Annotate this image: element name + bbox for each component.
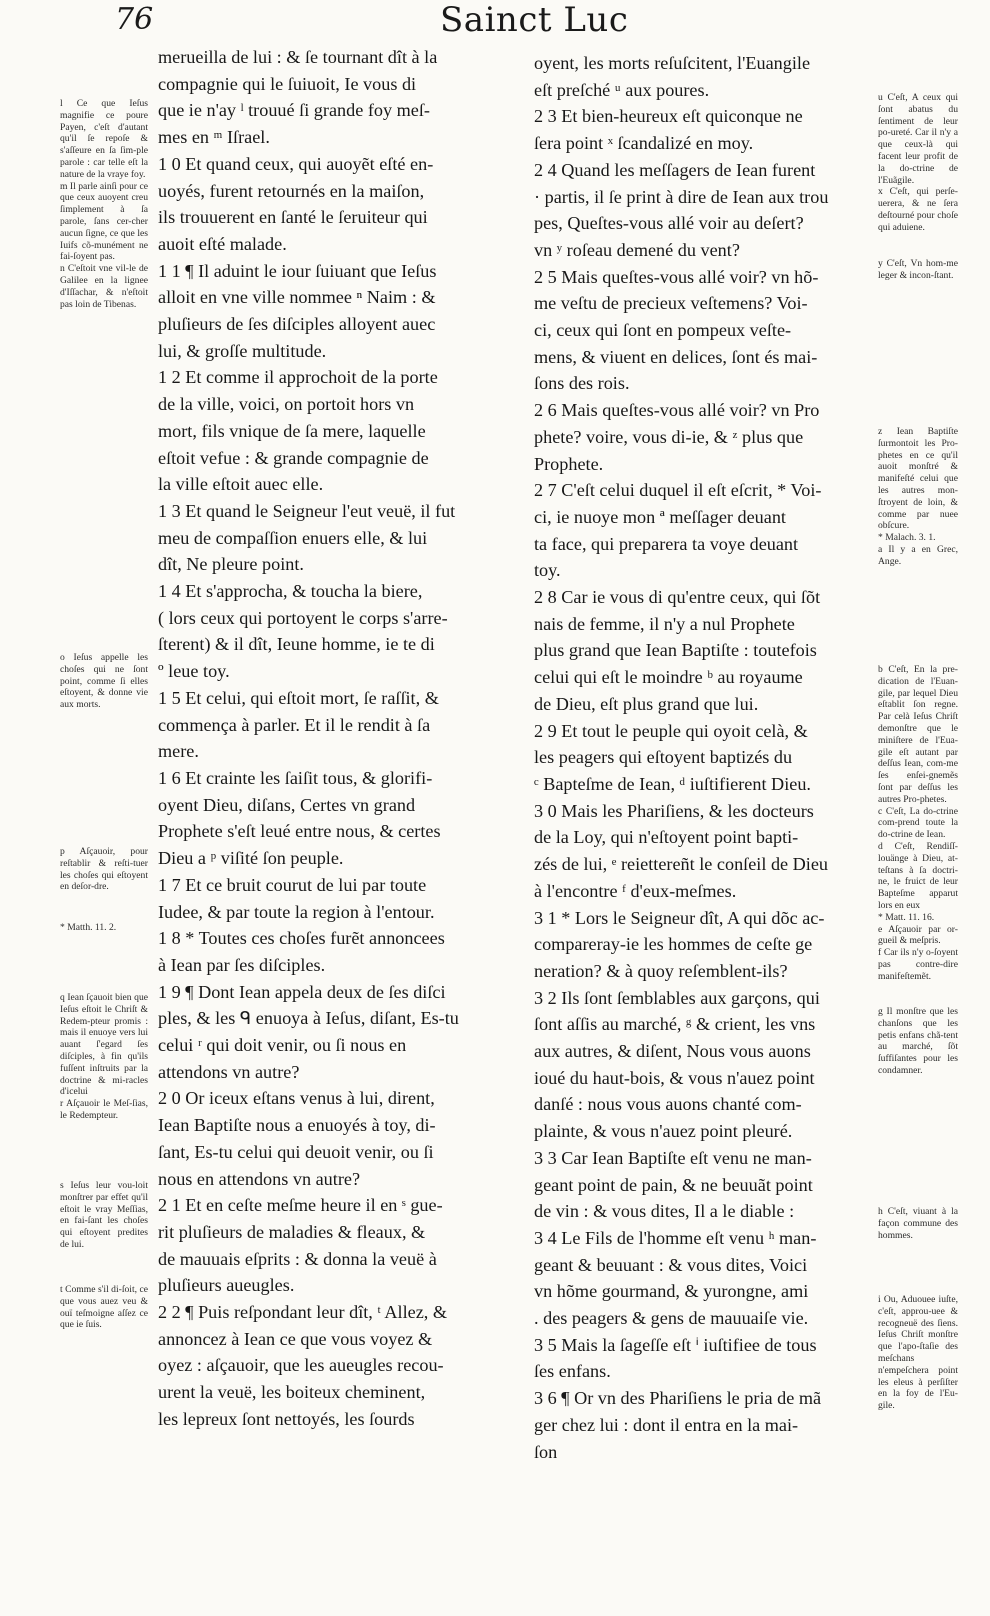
running-header xyxy=(0,0,990,40)
margin-note: g Il monſtre que les chanſons que les petis enfans chã-tent au marché, ſõt ſuffiſantes pour les condamner. xyxy=(878,1006,958,1076)
margin-note: l Ce que Ieſus magnifie ce poure Payen, c'eſt d'autant qu'il ſe repoſe & s'aſſeure en ſa ſim-ple parole : car telle eſt la nature de la vraye foy. m Il parle ainſi pour ce que ceux auoyent creu ſimplement à ſa parole, ſans cer-cher aucun ſigne, ce que les Iuifs cõ-munément ne fai-ſoyent pas. n C'eſtoit vne vil-le de Galilee en la lignee d'Iſſachar, & n'eſtoit pas loin de Tibenas. xyxy=(60,98,148,310)
verse-paragraph: 1 9 ¶ Dont Iean appela deux de ſes diſci ples, & les ᑫ enuoya à Ieſus, diſant, Es-tu celui ʳ qui doit venir, ou ſi nous en attendons vn autre? xyxy=(158,981,459,1082)
verse-paragraph: 3 6 ¶ Or vn des Phariſiens le pria de mã ger chez lui : dont il entra en la mai- ſon xyxy=(534,1388,822,1462)
verse-paragraph: 2 3 Et bien-heureux eſt quiconque ne ſera point ˣ ſcandalizé en moy. xyxy=(534,106,803,154)
verse-paragraph: 3 3 Car Iean Baptiſte eſt venu ne man- geant point de pain, & ne beuuãt point de vin : & vous dites, Il a le diable : xyxy=(534,1147,813,1222)
verse-paragraph: 1 2 Et comme il approchoit de la porte de la ville, voici, on portoit hors vn mort, fils vnique de ſa mere, laquelle eſtoit vefue : & grande compagnie de la ville eſtoit auec elle. xyxy=(158,367,438,495)
margin-note: p Aſçauoir, pour reſtablir & reſti-tuer les choſes qui eſtoyent en deſor-dre. xyxy=(60,846,148,893)
verse-paragraph: 3 1 * Lors le Seigneur dît, A qui dõc ac- compareray-ie les hommes de ceſte ge neration? & à quoy reſemblent-ils? xyxy=(534,907,825,981)
verse-paragraph: 2 0 Or iceux eſtans venus à lui, dirent, Iean Baptiſte nous a enuoyés à toy, di- ſant, Es-tu celui qui deuoit venir, ou ſi nous en attendons vn autre? xyxy=(158,1088,436,1189)
verse-paragraph: 1 7 Et ce bruit courut de lui par toute Iudee, & par toute la region à l'entour. xyxy=(158,874,435,922)
verse-paragraph: 1 3 Et quand le Seigneur l'eut veuë, il fut meu de compaſſion enuers elle, & lui dît, Ne pleure point. xyxy=(158,500,456,575)
verse-paragraph: 1 8 * Toutes ces choſes furẽt annoncees à Iean par ſes diſciples. xyxy=(158,928,445,975)
running-title: Sainct Luc xyxy=(440,0,629,40)
verse-paragraph: 2 8 Car ie vous di qu'entre ceux, qui ſõt nais de femme, il n'y a nul Prophete plus grand que Iean Baptiſte : toutefois celui qui eſt le moindre ᵇ au royaume de Dieu, eſt plus grand que lui. xyxy=(534,587,821,714)
margin-note: y C'eſt, Vn hom-me leger & incon-ſtant. xyxy=(878,258,958,281)
verse-paragraph: 2 6 Mais queſtes-vous allé voir? vn Pro phete? voire, vous di-ie, & ᶻ plus que Prophete. xyxy=(534,400,820,474)
margin-reference: * Matth. 11. 2. xyxy=(60,922,117,933)
verse-paragraph: merueilla de lui : & ſe tournant dît à la compagnie qui le ſuiuoit, Ie vous di que ie n'ay ˡ trouué ſi grande foy meſ- mes en ᵐ Iſrael. xyxy=(158,47,438,148)
verse-paragraph: 2 5 Mais queſtes-vous allé voir? vn hõ- me veſtu de precieux veſtemens? Voi- ci, ceux qui ſont en pompeux veſte- mens, & viuent en delices, ſont és mai- ſons des rois. xyxy=(534,266,819,394)
verse-paragraph: 1 5 Et celui, qui eſtoit mort, ſe raſſit, & commença à parler. Et il le rendit à ſa mere. xyxy=(158,687,439,762)
margin-note: i Ou, Aduouee iuſte, c'eſt, approu-uee & recogneuë des ſiens. Ieſus Chriſt monſtre que l'apo-ſtaſie des meſchans n'empeſchera point les eleus à perſiſter en la foy de l'Eu-gile. xyxy=(878,1294,958,1412)
verse-paragraph: 3 4 Le Fils de l'homme eſt venu ʰ man- geant & beuuant : & vous dites, Voici vn hõme gourmand, & yurongne, ami . des peagers & gens de mauuaiſe vie. xyxy=(534,1227,817,1329)
verse-paragraph: 3 0 Mais les Phariſiens, & les docteurs de la Loy, qui n'eſtoyent point bapti- zés de lui, ᵉ reiettereñt le conſeil de Dieu à l'encontre ᶠ d'eux-meſmes. xyxy=(534,800,829,901)
verse-paragraph: 2 1 Et en ceſte meſme heure il en ˢ gue- rit pluſieurs de maladies & fleaux, & de mauuais eſprits : & donna la veuë à pluſieurs aueugles. xyxy=(158,1195,443,1296)
margin-note: u C'eſt, A ceux qui ſont abatus du ſentiment de leur po-ureté. Car il n'y a que ceux-là qui facent leur profit de la do-ctrine de l'Euãgile. x C'eſt, qui perſe-uerera, & ne ſera deſtourné pour choſe qui aduiene. xyxy=(878,92,958,233)
margin-note: t Comme s'il di-ſoit, ce que vous auez veu & ouï teſmoigne aſſez ce que ie ſuis. xyxy=(60,1284,148,1331)
verse-paragraph: 2 4 Quand les meſſagers de Iean furent · partis, il ſe print à dire de Iean aux trou pes, Queſtes-vous allé voir au deſert? vn ʸ roſeau demené du vent? xyxy=(534,159,829,260)
margin-note: q Iean ſçauoit bien que Ieſus eſtoit le Chriſt & Redem-pteur promis : mais il enuoye vers lui auant ſ'egard ſes diſciples, à fin qu'ils fuſſent inſtruits par la doctrine & mi-racles d'icelui r Aſçauoir le Meſ-ſias, le Redempteur. xyxy=(60,992,148,1121)
verse-paragraph: oyent, les morts reſuſcitent, l'Euangile eſt preſché ᵘ aux poures. xyxy=(534,53,811,100)
verse-paragraph: 1 4 Et s'approcha, & toucha la biere, ( lors ceux qui portoyent le corps s'arre- ſterent) & il dît, Ieune homme, ie te di º leue toy. xyxy=(158,581,448,682)
margin-note: h C'eſt, viuant à la façon commune des hommes. xyxy=(878,1206,958,1241)
verse-paragraph: 2 9 Et tout le peuple qui oyoit celà, & les peagers qui eſtoyent baptizés du ᶜ Bapteſme de Iean, ᵈ iuſtifierent Dieu. xyxy=(534,720,811,794)
left-text-column xyxy=(158,44,503,1433)
verse-paragraph: 2 2 ¶ Puis reſpondant leur dît, ᵗ Allez, & annoncez à Iean ce que vous voyez & oyez : aſçauoir, que les aueugles recou- urent la veuë, les boiteux cheminent, les lepreux ſont nettoyés, les ſourds xyxy=(158,1302,448,1429)
verse-paragraph: 1 6 Et crainte les ſaiſit tous, & glorifi- oyent Dieu, diſans, Certes vn grand Prophete s'eſt leué entre nous, & certes Dieu a ᵖ viſité ſon peuple. xyxy=(158,767,441,869)
verse-paragraph: 3 2 Ils ſont ſemblables aux garçons, qui ſont aſſis au marché, ᵍ & crient, les vns aux autres, & diſent, Nous vous auons ioué du haut-bois, & vous n'auez point danſé : nous vous auons chanté com- plainte, & vous n'auez point pleuré. xyxy=(534,987,820,1142)
verse-paragraph: 2 7 C'eſt celui duquel il eſt eſcrit, * Voi- ci, ie nuoye mon ª meſſager deuant ta face, qui preparera ta voye deuant toy. xyxy=(534,480,822,581)
margin-note: s Ieſus leur vou-loit monſtrer par effet qu'il eſtoit le vray Meſſias, en fai-ſant les choſes qui eſtoyent predites de lui. xyxy=(60,1180,148,1250)
margin-note: b C'eſt, En la pre-dication de l'Euan-gile, par lequel Dieu eſtablit ſon regne. Par celà Ieſus Chriſt demonſtre que le miniſtere de l'Eua-gile eſt autant par deſſus Iean, com-me ſes enſei-gnemẽs ſont par deſſus les autres Pro-phetes. c C'eſt, La do-ctrine com-prend toute la do-ctrine de Iean. d C'eſt, Rendiſſ-louänge à Dieu, at-teſtans à ſa doctri-ne, le fruict de leur Bapteſme apparut lors en eux * Matt. 11. 16. e Aſçauoir par or-gueil & meſpris. f Car ils n'y o-ſoyent pas contre-dire manifeſtemẽt. xyxy=(878,664,958,982)
verse-paragraph: 1 1 ¶ Il aduint le iour ſuiuant que Ieſus alloit en vne ville nommee ⁿ Naim : & pluſieurs de ſes diſciples alloyent auec lui, & groſſe multitude. xyxy=(158,260,437,361)
right-text-column xyxy=(534,50,879,1465)
verse-paragraph: 1 0 Et quand ceux, qui auoyẽt eſté en- uoyés, furent retournés en la maiſon, ils trouuerent en ſanté le ſeruiteur qui auoit eſté malade. xyxy=(158,153,434,254)
verse-paragraph: 3 5 Mais la ſageſſe eſt ⁱ iuſtifiee de tous ſes enfans. xyxy=(534,1334,817,1382)
margin-note: z Iean Baptiſte ſurmontoit les Pro-phetes en ce qu'il auoit monſtré & manifeſté celui que les autres mon-ſtroyent de loin, & comme par nuee obſcure. * Malach. 3. 1. a Il y a en Grec, Ange. xyxy=(878,426,958,567)
margin-note: o Ieſus appelle les choſes qui ne ſont point, comme ſi elles eſtoyent, & donne vie aux morts. xyxy=(60,652,148,711)
page-number: 76 xyxy=(115,2,154,37)
